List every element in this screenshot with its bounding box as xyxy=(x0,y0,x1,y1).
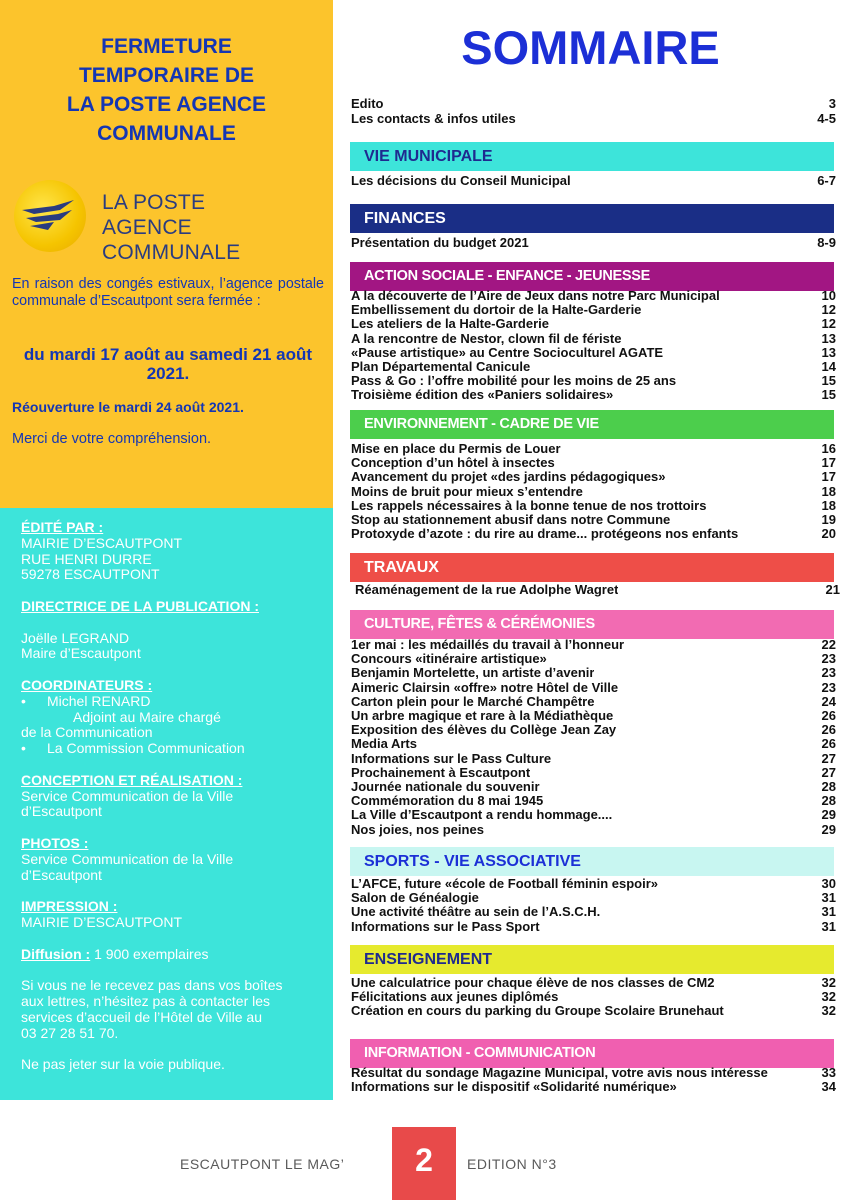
toc-entry-page: 19 xyxy=(821,512,836,527)
toc-entry-title: Journée nationale du souvenir xyxy=(351,780,540,794)
toc-entry-page: 17 xyxy=(821,455,836,471)
toc-entry xyxy=(351,97,836,111)
toc-entry xyxy=(351,470,836,484)
magazine-name: ESCAUTPONT LE MAG’ xyxy=(180,1156,345,1172)
toc-entry-title: Exposition des élèves du Collège Jean Zay xyxy=(351,723,617,738)
toc-entry xyxy=(351,920,836,934)
toc-entry-title: Nos joies, nos peines xyxy=(351,822,484,837)
toc-entry-title: Embellissement du dortoir de la Halte-Garderie xyxy=(351,303,642,318)
toc-entry-title: Plan Départemental Canicule xyxy=(351,360,531,374)
toc-entry-title: Protoxyde d’azote : du rire au drame... protégeons nos enfants xyxy=(351,527,739,542)
toc-entry-title: Moins de bruit pour mieux s’entendre xyxy=(351,484,583,499)
toc-entry-page: 30 xyxy=(821,876,836,891)
toc-entry xyxy=(351,513,836,527)
final-note: Ne pas jeter sur la voie publique. xyxy=(21,1056,225,1073)
closure-title-line: TEMPORAIRE DE xyxy=(78,64,254,87)
toc-entry-title: Félicitations aux jeunes diplômés xyxy=(351,990,559,1005)
toc-entry-title: Informations sur le Pass Sport xyxy=(351,919,540,934)
toc-entry xyxy=(351,456,836,470)
note-line: Si vous ne le recevez pas dans vos boîtes xyxy=(21,977,283,994)
toc-entry-title: Résultat du sondage Magazine Municipal, votre avis nous intéresse xyxy=(351,1066,768,1080)
toc-entry xyxy=(351,638,836,652)
toc-entry xyxy=(351,1066,836,1080)
toc-entry-page: 12 xyxy=(821,316,836,332)
toc-entry-page: 6-7 xyxy=(817,173,836,188)
toc-entry xyxy=(351,695,836,709)
toc-entry xyxy=(351,737,836,751)
section-header: ENVIRONNEMENT - CADRE DE VIE xyxy=(350,410,834,439)
toc-entry-page: 28 xyxy=(821,779,836,794)
toc-entry-page: 15 xyxy=(821,387,836,403)
toc-entry-title: Avancement du projet «des jardins pédagogiques» xyxy=(351,470,666,485)
coordinators-heading: COORDINATEURS : xyxy=(21,676,153,693)
toc-entry xyxy=(351,485,836,499)
toc-entry xyxy=(351,681,836,695)
toc-entry-page: 23 xyxy=(821,651,836,667)
thanks-text: Merci de votre compréhension. xyxy=(12,431,212,447)
toc-entry-page: 3 xyxy=(828,96,836,111)
diffusion-value: 1 900 exemplaires xyxy=(90,945,209,962)
toc-entry xyxy=(351,442,836,456)
bullet-icon: • xyxy=(21,740,26,757)
toc-entry-page: 26 xyxy=(821,708,836,723)
toc-entry-title: 1er mai : les médaillés du travail à l’honneur xyxy=(351,638,625,652)
toc-entry-title: Concours «itinéraire artistique» xyxy=(351,652,547,667)
toc-entry-page: 32 xyxy=(821,989,836,1005)
toc-entry-page: 34 xyxy=(821,1079,836,1095)
toc-entry-page: 32 xyxy=(821,975,836,990)
toc-entry-page: 20 xyxy=(821,526,836,542)
toc-entry-title: Commémoration du 8 mai 1945 xyxy=(351,794,544,809)
toc-entry xyxy=(351,112,836,126)
closure-title xyxy=(0,32,333,148)
toc-entry-title: Prochainement à Escautpont xyxy=(351,765,531,780)
toc-entry-title: Les contacts & infos utiles xyxy=(351,112,516,126)
toc-entry xyxy=(351,794,836,808)
closure-title-line: FERMETURE xyxy=(101,35,232,58)
coordinator-role: Adjoint au Maire chargé xyxy=(73,708,221,725)
toc-entry-page: 31 xyxy=(821,918,836,934)
toc-entry-page: 26 xyxy=(821,736,836,752)
toc-entry xyxy=(351,346,836,360)
credit-line: d’Escautpont xyxy=(21,866,102,883)
toc-entry-title: Création en cours du parking du Groupe Scolaire Brunehaut xyxy=(351,1004,724,1019)
toc-entry-title: Pass & Go : l’offre mobilité pour les moins de 25 ans xyxy=(351,374,677,389)
toc-entry xyxy=(351,990,836,1004)
toc-entry xyxy=(351,709,836,723)
toc-entry xyxy=(351,332,836,346)
impression-heading: IMPRESSION : xyxy=(21,898,118,915)
toc-entry xyxy=(351,752,836,766)
toc-entry-page: 18 xyxy=(821,497,836,513)
toc-entry xyxy=(351,499,836,513)
publication-credits xyxy=(21,520,321,1073)
toc-entry-page: 23 xyxy=(821,665,836,681)
toc-entry-page: 16 xyxy=(821,441,836,456)
note-line: aux lettres, n’hésitez pas à contacter les xyxy=(21,992,271,1009)
coordinator-name: La Commission Communication xyxy=(47,740,245,757)
toc-entry xyxy=(351,174,836,188)
section-header: ENSEIGNEMENT xyxy=(350,945,834,974)
toc-entry-title: Réaménagement de la rue Adolphe Wagret xyxy=(355,583,619,597)
toc-entry-title: Les rappels nécessaires à la bonne tenue de nos trottoirs xyxy=(351,498,707,513)
section-header: INFORMATION - COMMUNICATION xyxy=(350,1039,834,1068)
toc-entry xyxy=(351,1080,836,1094)
section-header: VIE MUNICIPALE xyxy=(350,142,834,171)
edition-number: EDITION N°3 xyxy=(467,1156,557,1172)
la-poste-bird-icon xyxy=(14,180,86,252)
toc-entry-title: Stop au stationnement abusif dans notre Commune xyxy=(351,513,671,527)
toc-entry xyxy=(355,583,840,597)
note-line: services d’accueil de l’Hôtel de Ville au xyxy=(21,1008,262,1025)
toc-entry xyxy=(351,360,836,374)
toc-entry-page: 28 xyxy=(821,793,836,809)
credit-line: MAIRIE D’ESCAUTPONT xyxy=(21,534,183,551)
toc-entry-title: L’AFCE, future «école de Football féminin espoir» xyxy=(351,877,658,891)
logo-text-line: LA POSTE xyxy=(102,191,206,214)
toc-entry-title: A la découverte de l’Aire de Jeux dans notre Parc Municipal xyxy=(351,289,720,303)
closure-dates: du mardi 17 août au samedi 21 août 2021. xyxy=(23,345,313,383)
toc-entry-title: Salon de Généalogie xyxy=(351,891,479,906)
toc-entry-page: 22 xyxy=(821,637,836,652)
closure-title-line: COMMUNALE xyxy=(97,122,236,145)
toc-entry-title: Troisième édition des «Paniers solidaires» xyxy=(351,388,614,403)
toc-entry-page: 27 xyxy=(821,750,836,766)
toc-entry xyxy=(351,303,836,317)
toc-entry xyxy=(351,236,836,250)
toc-entry-page: 15 xyxy=(821,373,836,389)
toc-entry xyxy=(351,527,836,541)
toc-entry-title: Informations sur le Pass Culture xyxy=(351,751,552,766)
toc-entry-page: 27 xyxy=(821,764,836,780)
diffusion-label: Diffusion : xyxy=(21,945,91,962)
toc-entry-page: 31 xyxy=(821,904,836,920)
coordinator-name: Michel RENARD xyxy=(47,692,151,709)
toc-entry-page: 13 xyxy=(821,330,836,346)
toc-entry xyxy=(351,289,836,303)
toc-entry-title: «Pause artistique» au Centre Socioculturel AGATE xyxy=(351,345,664,360)
toc-entry-page: 26 xyxy=(821,722,836,738)
toc-entry-page: 8-9 xyxy=(817,235,836,250)
toc-entry-title: La Ville d’Escautpont a rendu hommage.... xyxy=(351,808,613,823)
toc-entry-title: Mise en place du Permis de Louer xyxy=(351,442,561,456)
conception-heading: CONCEPTION ET RÉALISATION : xyxy=(21,771,243,788)
toc-entry-title: Carton plein pour le Marché Champêtre xyxy=(351,694,595,709)
bullet-icon: • xyxy=(21,692,26,709)
toc-entry-page: 17 xyxy=(821,469,836,485)
note-line: 03 27 28 51 70. xyxy=(21,1024,119,1041)
toc-entry xyxy=(351,723,836,737)
toc-entry-page: 14 xyxy=(821,359,836,374)
reopening-date: Réouverture le mardi 24 août 2021. xyxy=(12,399,244,415)
toc-entry-page: 4-5 xyxy=(817,111,836,126)
toc-entry xyxy=(351,652,836,666)
section-header: FINANCES xyxy=(350,204,834,233)
logo-text-line: AGENCE COMMUNALE xyxy=(102,216,241,264)
toc-entry-page: 29 xyxy=(821,821,836,837)
la-poste-logo xyxy=(14,180,326,264)
section-header: SPORTS - VIE ASSOCIATIVE xyxy=(350,847,834,876)
closure-paragraph: En raison des congés estivaux, l’agence postale communale d’Escautpont sera fermée : xyxy=(12,276,324,309)
toc-entry xyxy=(351,823,836,837)
toc-entry xyxy=(351,808,836,822)
toc-entry xyxy=(351,1004,836,1018)
toc-entry-page: 29 xyxy=(821,807,836,823)
toc-entry xyxy=(351,780,836,794)
credit-line: d’Escautpont xyxy=(21,803,102,820)
toc-entry-page: 32 xyxy=(821,1003,836,1019)
toc-entry xyxy=(351,766,836,780)
coordinator-role: de la Communication xyxy=(21,724,153,741)
credit-line: Service Communication de la Ville xyxy=(21,787,234,804)
credit-line: MAIRIE D’ESCAUTPONT xyxy=(21,913,183,930)
section-header: TRAVAUX xyxy=(350,553,834,582)
page-number: 2 xyxy=(392,1127,456,1200)
toc-entry-page: 24 xyxy=(821,693,836,709)
sommaire-title: SOMMAIRE xyxy=(461,21,720,74)
toc-entry-title: Informations sur le dispositif «Solidarité numérique» xyxy=(351,1080,677,1095)
toc-entry-title: Aimeric Clairsin «offre» notre Hôtel de Ville xyxy=(351,680,619,695)
toc-entry-page: 23 xyxy=(821,679,836,695)
toc-entry-title: A la rencontre de Nestor, clown fil de fériste xyxy=(351,331,622,346)
director-name: Joëlle LEGRAND xyxy=(21,629,130,646)
toc-entry-title: Un arbre magique et rare à la Médiathèque xyxy=(351,709,614,723)
toc-entry-page: 12 xyxy=(821,302,836,318)
toc-entry-title: Les ateliers de la Halte-Garderie xyxy=(351,317,549,332)
credit-line: 59278 ESCAUTPONT xyxy=(21,566,160,583)
edited-by-heading: ÉDITÉ PAR : xyxy=(21,519,104,535)
toc-entry-title: Media Arts xyxy=(351,737,417,752)
toc-entry-page: 13 xyxy=(821,344,836,360)
toc-entry-title: Edito xyxy=(351,97,384,111)
toc-entry-page: 10 xyxy=(821,288,836,303)
toc-entry xyxy=(351,388,836,402)
toc-entry-title: Benjamin Mortelette, un artiste d’avenir xyxy=(351,666,595,681)
toc-entry xyxy=(351,905,836,919)
director-heading: DIRECTRICE DE LA PUBLICATION : xyxy=(21,597,259,614)
toc-entry-page: 18 xyxy=(821,483,836,499)
credit-line: RUE HENRI DURRE xyxy=(21,550,152,567)
credit-line: Service Communication de la Ville xyxy=(21,850,234,867)
photos-heading: PHOTOS : xyxy=(21,834,89,851)
toc-entry-title: Une activité théâtre au sein de l’A.S.C.H. xyxy=(351,905,601,920)
toc-entry xyxy=(351,374,836,388)
toc-entry xyxy=(351,891,836,905)
toc-entry xyxy=(351,666,836,680)
toc-entry-page: 31 xyxy=(821,890,836,906)
toc-entry-title: Une calculatrice pour chaque élève de nos classes de CM2 xyxy=(351,976,715,990)
toc-entry-page: 21 xyxy=(825,582,840,597)
toc-entry-page: 33 xyxy=(821,1065,836,1080)
section-header: ACTION SOCIALE - ENFANCE - JEUNESSE xyxy=(350,262,834,291)
toc-entry-title: Les décisions du Conseil Municipal xyxy=(351,174,571,188)
closure-title-line: LA POSTE AGENCE xyxy=(66,93,267,116)
toc-entry xyxy=(351,976,836,990)
toc-entry xyxy=(351,877,836,891)
director-role: Maire d’Escautpont xyxy=(21,645,141,662)
toc-entry-title: Conception d’un hôtel à insectes xyxy=(351,456,555,471)
toc-entry xyxy=(351,317,836,331)
section-header: CULTURE, FÊTES & CÉRÉMONIES xyxy=(350,610,834,639)
toc-entry-title: Présentation du budget 2021 xyxy=(351,236,529,250)
